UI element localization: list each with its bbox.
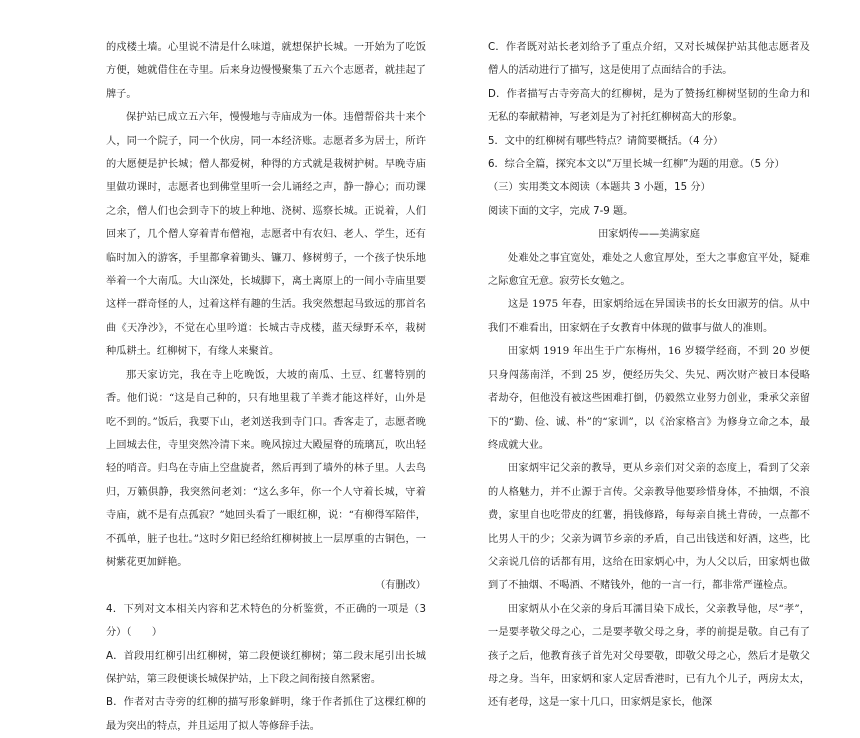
question-4: 4．下列对文本相关内容和艺术特色的分析鉴赏，不正确的一项是（3 分）（ ） (106, 603, 426, 639)
right-paragraph-2: 田家炳 1919 年出生于广东梅州，16 岁辍学经商，不到 20 岁便只身闯荡南洋，不到 25 岁，便经历失父、失兄、两次财产被日本侵略者劫夺，但他没有被这些困难打倒，仍毅然立业努力创业，秉承父亲留下的“勤、俭、诚、朴”的“家训”，以《治家格言》为修身立命之本，最终成就大业。 (488, 346, 810, 451)
left-paragraph-1: 的戍楼土墙。心里说不清是什么味道，就想保护长城。一开始为了吃饭方便，她就借住在寺里。后来身边慢慢聚集了五六个志愿者，就挂起了牌子。 (106, 42, 426, 100)
question-4-option-d: D．作者描写古寺旁高大的红柳树，是为了赞扬红柳树坚韧的生命力和无私的奉献精神，写老刘是为了衬托红柳树高大的形象。 (488, 88, 810, 124)
attribution: （有删改） (375, 580, 426, 592)
question-4-option-b: B．作者对古寺旁的红柳的描写形象鲜明，缘于作者抓住了这棵红柳的最为突出的特点，并且运用了拟人等修辞手法。 (106, 697, 426, 732)
right-paragraph-4: 田家炳从小在父亲的身后耳濡目染下成长，父亲教导他，尽“孝”，一是要孝敬父母之心，二是要孝敬父母之身，孝的前提是敬。自己有了孩子之后，他教育孩子首先对父母要敬，即敬父母之心，然后才是敬父母之身。当年，田家炳和家人定居香港时，已有九个儿子，两房太太，还有老母，这是一家十几口，田家炳是家长，他深 (488, 603, 810, 709)
question-4-option-c: C．作者既对站长老刘给予了重点介绍，又对长城保护站其他志愿者及僧人的活动进行了描写，这是使用了点面结合的手法。 (488, 42, 810, 77)
section-3-heading: （三）实用类文本阅读（本题共 3 小题，15 分） (488, 182, 711, 194)
left-column (106, 36, 426, 738)
right-paragraph-1: 这是 1975 年春，田家炳给远在异国读书的长女田淑芳的信。从中我们不难看出，田家炳在子女教育中体现的做事与做人的准则。 (488, 299, 810, 334)
question-4-option-a: A．首段用红柳引出红柳树，第二段便谈红柳树；第二段末尾引出长城保护站，第三段便谈长城保护站，上下段之间衔接自然紧密。 (106, 650, 426, 685)
right-column (488, 36, 810, 715)
question-5: 5．文中的红柳树有哪些特点？请简要概括。（4 分） (488, 135, 724, 147)
left-paragraph-2: 保护站已成立五六年，慢慢地与寺庙成为一体。违僧帮俗共十来个人，同一个院子，同一个伙房，同一本经济账。志愿者多为居士，所许的大愿便是护长城；僧人都爱树，种得的方式就是栽树护树。早晚寺庙里做功课时，志愿者也到佛堂里听一会儿诵经之声，静一静心；而功课之余，僧人们也会到寺下的坡上种地、浇树、巡察长城。正说着，人们回来了，几个僧人穿着青布僧袍，志愿者中有农妇、老人、学生，还有临时加入的游客，手里都拿着锄头、镰刀、修树剪子，一个孩子快乐地举着一个大南瓜。大山深处，长城脚下，离土离原上的一间小寺庙里要这样一群奇怪的人，过着这样有趣的生活。我突然想起马致远的那首名曲《天净沙》，不觉在心里吟道：长城古寺戍楼，蓝天绿野禾卒，栽树种瓜耕土。红柳树下，有缘人来聚首。 (106, 112, 426, 358)
question-6: 6．综合全篇，探究本文以“万里长城一红柳”为题的用意。（5 分） (488, 159, 785, 171)
reading-instruction: 阅读下面的文字，完成 7-9 题。 (488, 205, 634, 217)
epigraph: 处难处之事宜宽处，难处之人愈宜厚处，至大之事愈宜平处，疑难之际愈宜无意。寂劳长女勉之。 (488, 252, 810, 288)
right-paragraph-3: 田家炳牢记父亲的教导，更从乡亲们对父亲的态度上，看到了父亲的人格魅力，并不止源于言传。父亲教导他要珍惜身体，不抽烟，不浪费，家里自也吃带皮的红薯，捐钱修路，每每亲自挑土背砖，一点都不比男人干的少；父亲为调节乡亲的矛盾，自己出钱送和好酒，这些，比父亲说几倍的话都有用，这给在田家炳心中，为人父以后，田家炳也做到了不抽烟、不喝酒、不赌钱外，他的一言一行，都非常严谨检点。 (488, 463, 810, 592)
left-paragraph-3: 那天家访完，我在寺上吃晚饭，大坡的南瓜、土豆、红薯特别的香。他们说：“这是自己种的，只有地里栽了羊粪才能这样好，山外是吃不到的。”饭后，我要下山，老刘送我到寺门口。香客走了，志愿者晚上回城去住，寺里突然冷清下来。晚风掠过大殿屋脊的琉璃瓦，吹出轻轻的哨音。归鸟在寺庙上空盘旋者，然后再到了墙外的林子里。人去鸟归，万籁俱静，我突然问老刘：“这么多年，你一个人守着长城，守着寺庙，就不是有点孤寂？”她回头看了一眼红柳，说：“有柳得军陪伴，不孤单，脏子也壮。”这时夕阳已经给红柳树披上一层厚重的古铜色，一树紫花更加鲜艳。 (106, 369, 426, 568)
article-title: 田家炳传——美满家庭 (598, 229, 700, 241)
